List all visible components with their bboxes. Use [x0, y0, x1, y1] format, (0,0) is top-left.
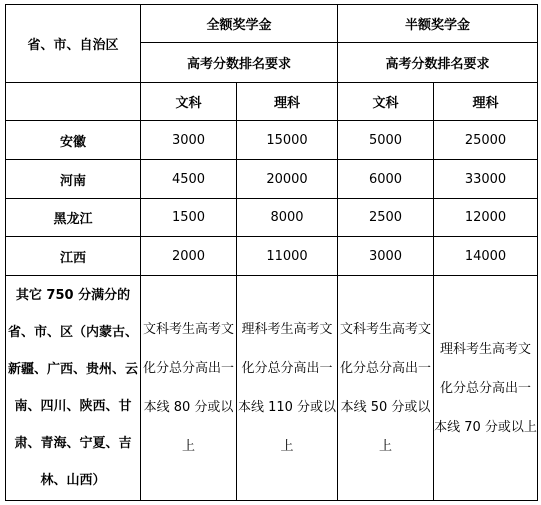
half-liberal-value: 5000 — [338, 121, 434, 160]
full-science-value: 8000 — [237, 199, 338, 237]
table-row — [6, 121, 538, 160]
half-scholarship-header: 半额奖学金 — [338, 5, 538, 43]
half-rank-requirement-header: 高考分数排名要求 — [338, 43, 538, 83]
table-row-other-provinces — [6, 276, 538, 501]
table-row — [6, 160, 538, 199]
half-science-header: 理科 — [434, 83, 538, 121]
half-liberal-header: 文科 — [338, 83, 434, 121]
half-liberal-value: 3000 — [338, 237, 434, 276]
other-provinces-name: 其它 750 分满分的省、市、区（内蒙古、新疆、广西、贵州、云南、四川、陕西、甘肃、青海、宁夏、吉林、山西） — [6, 276, 141, 501]
province-name: 河南 — [6, 160, 141, 199]
full-liberal-value: 4500 — [141, 160, 237, 199]
scholarship-table — [5, 4, 538, 501]
full-science-value: 20000 — [237, 160, 338, 199]
half-science-value: 33000 — [434, 160, 538, 199]
province-name: 安徽 — [6, 121, 141, 160]
other-full-science-requirement: 理科考生高考文化分总分高出一本线 110 分或以上 — [237, 276, 338, 501]
full-science-header: 理科 — [237, 83, 338, 121]
blank-cell — [6, 83, 141, 121]
other-half-science-requirement: 理科考生高考文化分总分高出一本线 70 分或以上 — [434, 276, 538, 501]
province-name: 黑龙江 — [6, 199, 141, 237]
full-liberal-value: 2000 — [141, 237, 237, 276]
table-row — [6, 237, 538, 276]
other-half-liberal-requirement: 文科考生高考文化分总分高出一本线 50 分或以上 — [338, 276, 434, 501]
full-liberal-header: 文科 — [141, 83, 237, 121]
other-full-liberal-requirement: 文科考生高考文化分总分高出一本线 80 分或以上 — [141, 276, 237, 501]
full-rank-requirement-header: 高考分数排名要求 — [141, 43, 338, 83]
table-row — [6, 199, 538, 237]
half-liberal-value: 2500 — [338, 199, 434, 237]
province-name: 江西 — [6, 237, 141, 276]
full-science-value: 11000 — [237, 237, 338, 276]
full-liberal-value: 3000 — [141, 121, 237, 160]
half-liberal-value: 6000 — [338, 160, 434, 199]
full-liberal-value: 1500 — [141, 199, 237, 237]
province-header: 省、市、自治区 — [6, 5, 141, 83]
full-scholarship-header: 全额奖学金 — [141, 5, 338, 43]
half-science-value: 12000 — [434, 199, 538, 237]
half-science-value: 14000 — [434, 237, 538, 276]
full-science-value: 15000 — [237, 121, 338, 160]
half-science-value: 25000 — [434, 121, 538, 160]
